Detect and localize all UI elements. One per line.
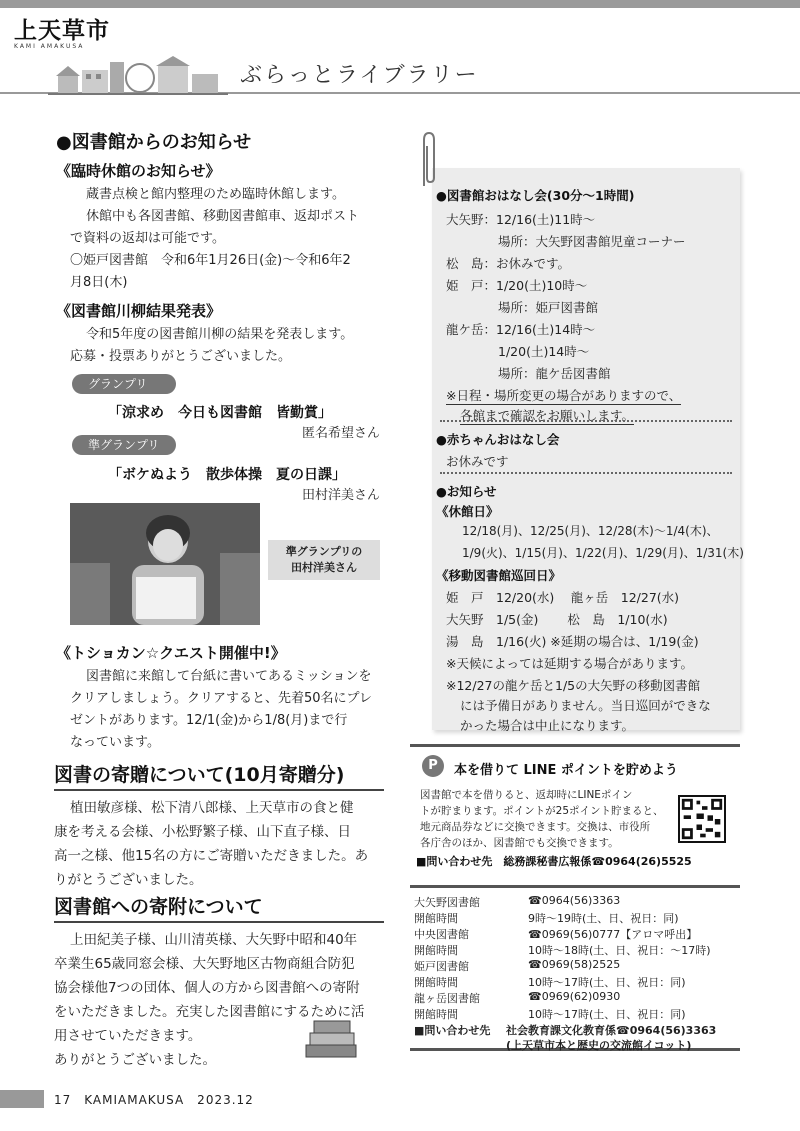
- library-hours-4: 10時～17時(土、日、祝日：同): [528, 1008, 686, 1021]
- storytime-heading: ●図書館おはなし会(30分～1時間): [436, 188, 635, 203]
- storytime-line-2: 場所：大矢野図書館児童コーナー: [498, 234, 686, 249]
- library-hours-2: 10時～18時(土、日、祝日：～17時): [528, 944, 711, 957]
- library-hours-label-1: 開館時間: [414, 912, 458, 925]
- grand-prix-badge: グランプリ: [72, 374, 176, 394]
- library-info-box: [410, 885, 740, 1051]
- grand-prix-poem: 「涼求め 今日も図書館 皆勤賞」: [108, 405, 332, 421]
- second-prize-poem: 「ボケぬよう 散歩体操 夏の日課」: [108, 467, 346, 483]
- mobile-library-line-5: ※12/27の龍ケ岳と1/5の大矢野の移動図書館: [446, 678, 701, 693]
- winner-photo-icon: [70, 503, 260, 625]
- grand-prix-author: 匿名希望さん: [301, 426, 380, 441]
- closure-line-1: 蔵書点検と館内整理のため臨時休館します。: [86, 187, 345, 202]
- closure-heading: 《臨時休館のお知らせ》: [56, 162, 221, 180]
- library-phone-1: ☎0964(56)3363: [528, 894, 621, 907]
- line-points-line-1: 図書館で本を借りると、返却時にLINEポイン: [420, 789, 633, 801]
- logo-main-text: 上天草市: [14, 18, 110, 44]
- top-bar: [0, 0, 800, 8]
- books-icon: [302, 1015, 360, 1061]
- winner-photo: [70, 503, 260, 625]
- contribution-line-1: 上田紀美子様、山川清英様、大矢野中昭和40年: [70, 932, 358, 948]
- logo-sub-text: KAMI AMAKUSA: [14, 43, 85, 50]
- mobile-library-line-3: 湯 島 1/16(火) ※延期の場合は、1/19(金): [446, 634, 699, 649]
- contribution-title: 図書館への寄附について: [54, 892, 384, 923]
- library-phone-2: ☎0969(56)0777【アロマ呼出】: [528, 928, 698, 941]
- library-contact-value: 社会教育課文化教育係☎0964(56)3363: [506, 1024, 717, 1037]
- mobile-library-heading: 《移動図書館巡回日》: [436, 568, 562, 583]
- contribution-line-5: 用させていただきます。: [54, 1028, 202, 1044]
- storytime-line-3: 松 島：お休みです。: [446, 256, 571, 271]
- library-name-1: 大矢野図書館: [414, 896, 480, 909]
- library-hours-3: 10時～17時(土、日、祝日：同): [528, 976, 686, 989]
- quest-line-2: クリアしましょう。クリアすると、先着50名にプレ: [70, 691, 373, 706]
- line-points-line-2: トが貯まります。ポイントが25ポイント貯まると、: [420, 805, 664, 817]
- qr-code-icon: [678, 795, 726, 843]
- library-contact-sub: (上天草市本と歴史の交流館イコット): [506, 1039, 692, 1052]
- quest-heading: 《トショカン☆クエスト開催中!》: [56, 644, 286, 662]
- mobile-library-line-2: 大矢野 1/5(金) 松 島 1/10(水): [446, 612, 668, 627]
- baby-storytime-line: お休みです: [446, 454, 509, 469]
- caption-line-1: 準グランプリの: [285, 545, 363, 558]
- senryu-line-2: 応募・投票ありがとうございました。: [70, 349, 292, 364]
- library-name-4: 龍ヶ岳図書館: [414, 992, 480, 1005]
- caption-line-2: 田村洋美さん: [291, 561, 357, 574]
- city-logo: [14, 12, 124, 50]
- donation-line-2: 康を考える会様、小松野繁子様、山下直子様、日: [54, 824, 351, 840]
- storytime-note-2: 各館まで確認をお願いします。: [460, 408, 635, 423]
- dotted-divider-2: [440, 472, 732, 474]
- library-hours-label-3: 開館時間: [414, 976, 458, 989]
- contribution-line-2: 卒業生65歳同窓会様、大矢野地区古物商組合防犯: [54, 956, 355, 972]
- quest-line-3: ゼントがあります。12/1(金)から1/8(月)まで行: [70, 713, 348, 728]
- line-points-line-4: 各庁舎のほか、図書館でも交換できます。: [420, 837, 619, 849]
- contribution-line-3: 協会様他7つの団体、個人の方から図書館への寄附: [54, 980, 360, 996]
- storytime-line-6: 龍ケ岳：12/16(土)14時～: [446, 322, 596, 337]
- library-hours-label-2: 開館時間: [414, 944, 458, 957]
- notice-title: ●図書館からのお知らせ: [56, 132, 252, 153]
- mobile-library-line-1: 姫 戸 12/20(水) 龍ヶ岳 12/27(水): [446, 590, 680, 605]
- mobile-library-line-7: かった場合は中止になります。: [460, 718, 635, 733]
- library-phone-3: ☎0969(58)2525: [528, 958, 621, 971]
- line-points-body: [420, 787, 664, 851]
- dotted-divider-1: [440, 420, 732, 422]
- library-name-3: 姫戸図書館: [414, 960, 469, 973]
- news-heading: ●お知らせ: [436, 484, 497, 499]
- baby-storytime-heading: ●赤ちゃんおはなし会: [436, 432, 560, 447]
- second-prize-author: 田村洋美さん: [301, 488, 380, 503]
- closure-line-5: 月8日(木): [70, 275, 128, 290]
- contribution-line-4: をいただきました。充実した図書館にするために活: [54, 1004, 365, 1020]
- mobile-library-line-4: ※天候によっては延期する場合があります。: [446, 656, 693, 671]
- line-points-box: [410, 744, 740, 870]
- storytime-line-4: 姫 戸：1/20(土)10時～: [446, 278, 588, 293]
- closed-days-line-2: 1/9(火)、1/15(月)、1/22(月)、1/29(月)、1/31(木): [462, 546, 744, 560]
- quest-line-4: なっています。: [70, 735, 160, 750]
- closed-days-heading: 《休館日》: [436, 504, 499, 519]
- storytime-line-7: 1/20(土)14時～: [498, 344, 590, 359]
- library-name-2: 中央図書館: [414, 928, 469, 941]
- footer-bar: [0, 1090, 44, 1108]
- quest-line-1: 図書館に来館して台紙に書いてあるミッションを: [86, 669, 372, 684]
- mobile-library-line-6: には予備日がありません。当日巡回ができな: [460, 698, 711, 713]
- closure-line-4: 〇姫戸図書館 令和6年1月26日(金)～令和6年2: [70, 253, 351, 268]
- donation-line-1: 植田敏彦様、松下清八郎様、上天草市の食と健: [70, 800, 354, 816]
- line-points-line-3: 地元商品券などに交換できます。交換は、市役所: [420, 821, 651, 833]
- photo-caption: [268, 540, 380, 580]
- closure-line-3: で資料の返却は可能です。: [70, 231, 225, 246]
- town-illustration-icon: [48, 52, 228, 96]
- senryu-line-1: 令和5年度の図書館川柳の結果を発表します。: [86, 327, 354, 342]
- donation-title: 図書の寄贈について(10月寄贈分): [54, 760, 384, 791]
- line-points-contact: ■問い合わせ先 総務課秘書広報係☎0964(26)5525: [416, 855, 692, 868]
- library-contact-label: ■問い合わせ先: [414, 1024, 491, 1037]
- storytime-line-8: 場所：龍ケ岳図書館: [498, 366, 611, 381]
- library-phone-4: ☎0969(62)0930: [528, 990, 621, 1003]
- section-band-title: ぶらっとライブラリー: [240, 63, 479, 88]
- points-badge-icon: P: [422, 755, 444, 777]
- storytime-line-1: 大矢野：12/16(土)11時～: [446, 212, 596, 227]
- donation-line-4: りがとうございました。: [54, 872, 203, 888]
- second-prize-badge: 準グランプリ: [72, 435, 176, 455]
- storytime-line-5: 場所：姫戸図書館: [498, 300, 599, 315]
- donation-line-3: 高一之様、他15名の方にご寄贈いただきました。あ: [54, 848, 369, 864]
- library-hours-label-4: 開館時間: [414, 1008, 458, 1021]
- closed-days-line-1: 12/18(月)、12/25(月)、12/28(木)～1/4(木)、: [462, 524, 719, 538]
- line-points-title: 本を借りて LINE ポイントを貯めよう: [454, 763, 678, 778]
- storytime-note-1: ※日程・場所変更の場合がありますので、: [446, 388, 682, 403]
- senryu-heading: 《図書館川柳結果発表》: [56, 302, 222, 320]
- library-hours-1: 9時～19時(土、日、祝日：同): [528, 912, 679, 925]
- footer-page-info: 17 KAMIAMAKUSA 2023.12: [54, 1093, 254, 1107]
- paper-clip-icon: [418, 130, 440, 190]
- contribution-line-6: ありがとうございました。: [54, 1052, 216, 1068]
- closure-line-2: 休館中も各図書館、移動図書館車、返却ポスト: [86, 209, 360, 224]
